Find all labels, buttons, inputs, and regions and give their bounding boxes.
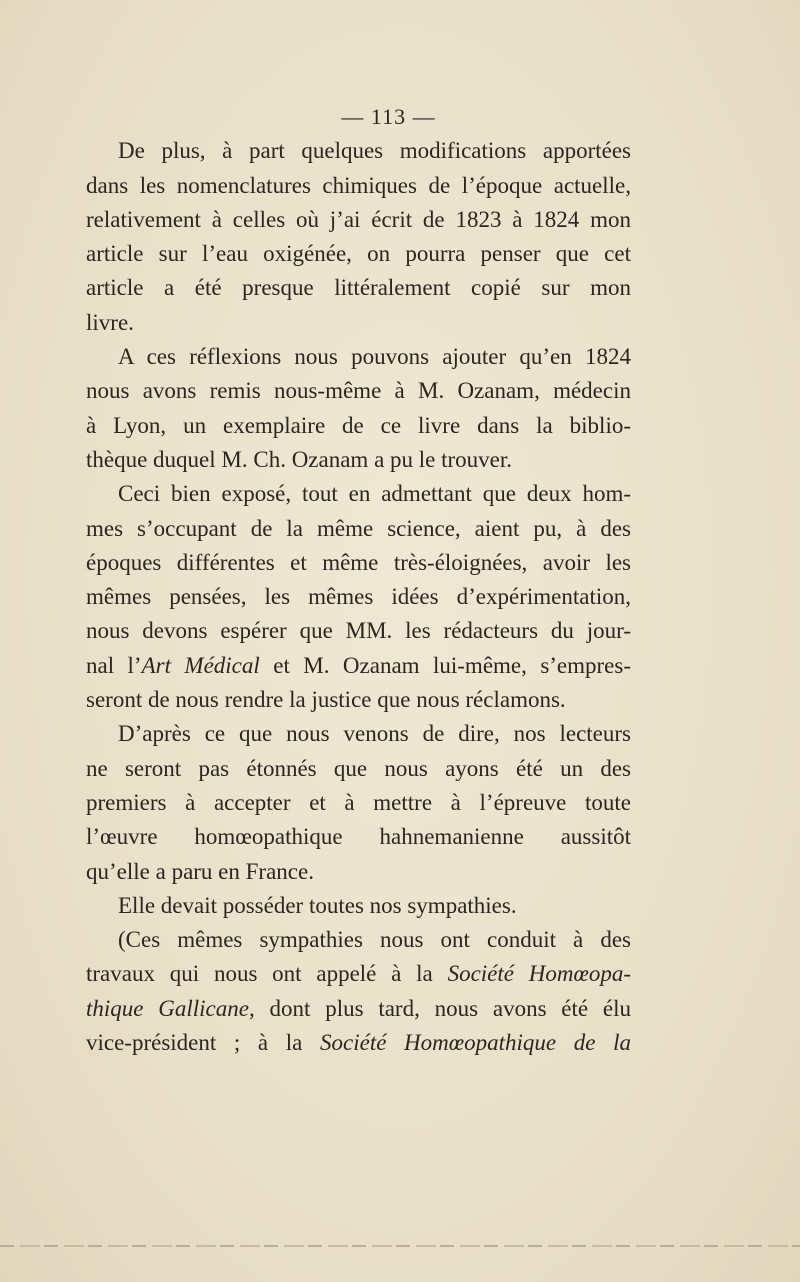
text-line: qu’elle a paru en France. [86, 858, 314, 884]
text-line: Elle devait posséder toutes nos sympathies. [118, 892, 517, 918]
text-segment: travaux qui nous ont appelé à la [86, 961, 448, 987]
text-line [86, 957, 631, 991]
text-line: article a été presque littéralement copié sur mon [86, 275, 631, 301]
text-line: thèque duquel M. Ch. Ozanam a pu le trouver. [86, 446, 513, 472]
bottom-edge-mark [0, 1245, 800, 1247]
italic-title: Société Homœopathique de la [320, 1030, 631, 1056]
text-line: De plus, à part quelques modifications apportées [118, 138, 631, 164]
body-text [86, 134, 631, 1060]
text-line [86, 1026, 631, 1060]
page-number: — 113 — [341, 104, 436, 129]
page-text [86, 100, 631, 1060]
text-line: dans les nomenclatures chimiques de l’époque actuelle, [86, 172, 631, 198]
text-line: A ces réflexions nous pouvons ajouter qu’en 1824 [118, 344, 631, 370]
text-line: Ceci bien exposé, tout en admettant que deux hom- [118, 481, 631, 507]
text-line: premiers à accepter et à mettre à l’épreuve toute [86, 789, 631, 815]
italic-title: Société Homœopa- [447, 961, 631, 987]
text-segment: et M. Ozanam lui-même, s’empres- [259, 652, 632, 678]
text-line: époques différentes et même très-éloignées, avoir les [86, 549, 631, 575]
text-line: nous devons espérer que MM. les rédacteurs du jour- [86, 618, 631, 644]
text-line: article sur l’eau oxigénée, on pourra penser que cet [86, 241, 631, 267]
text-line: relativement à celles où j’ai écrit de 1823 à 1824 mon [86, 206, 631, 232]
text-line: mes s’occupant de la même science, aient pu, à des [86, 515, 631, 541]
text-line: nous avons remis nous-même à M. Ozanam, médecin [86, 378, 631, 404]
italic-title: thique Gallicane, [86, 995, 255, 1021]
text-line: l’œuvre homœopathique hahnemanienne aussitôt [86, 824, 631, 850]
text-line: à Lyon, un exemplaire de ce livre dans la biblio- [86, 412, 631, 438]
text-line: D’après ce que nous venons de dire, nos lecteurs [118, 721, 631, 747]
text-line: ne seront pas étonnés que nous ayons été un des [86, 755, 631, 781]
text-segment: nal l’ [86, 652, 142, 678]
text-line: seront de nous rendre la justice que nous réclamons. [86, 687, 566, 713]
text-line: (Ces mêmes sympathies nous ont conduit à des [118, 927, 631, 953]
text-line [86, 992, 631, 1026]
text-segment: dont plus tard, nous avons été élu [254, 995, 631, 1021]
italic-title: Art Médical [141, 652, 260, 678]
text-line [86, 649, 631, 683]
text-line: livre. [86, 309, 134, 335]
text-line: mêmes pensées, les mêmes idées d’expérimentation, [86, 584, 631, 610]
text-segment: vice-président ; à la [86, 1030, 321, 1056]
